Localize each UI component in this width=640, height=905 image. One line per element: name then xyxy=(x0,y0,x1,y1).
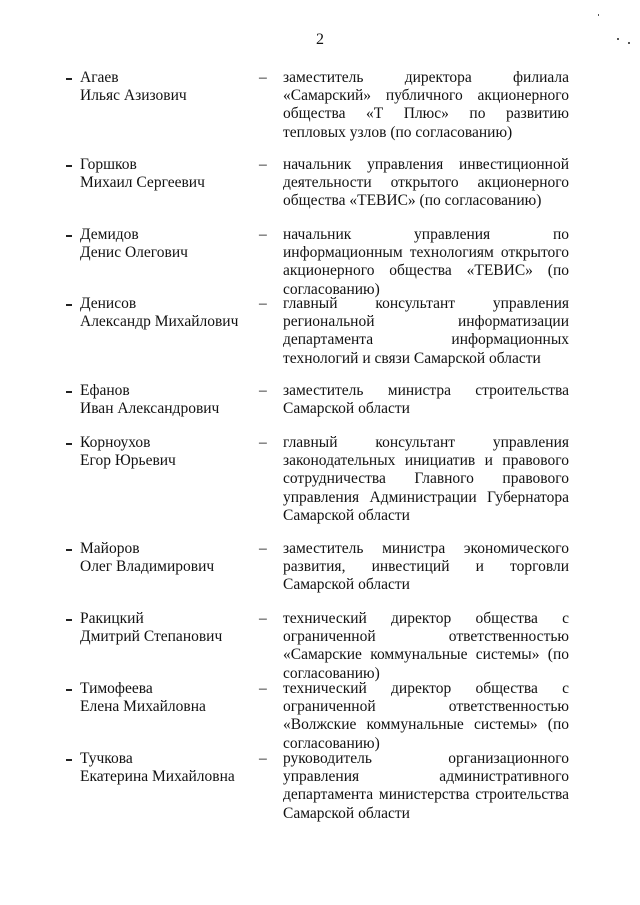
member-name xyxy=(80,226,255,262)
member-given-names: Иван Александрович xyxy=(80,400,220,417)
member-given-names: Дмитрий Степанович xyxy=(80,628,223,645)
member-position: заместитель директора филиала «Самарский» публичного акционерного общества «Т Плюс» по развитию тепловых узлов (по согласованию) xyxy=(283,69,569,141)
scan-mark xyxy=(66,689,72,691)
entry-dash: – xyxy=(259,295,267,312)
scan-mark xyxy=(66,443,72,445)
scan-mark xyxy=(66,165,72,167)
member-position: главный консультант управления региональной информатизации департамента информационных технологий и связи Самарской области xyxy=(283,295,569,367)
scan-mark xyxy=(66,619,72,621)
member-name xyxy=(80,750,255,786)
scan-mark xyxy=(66,78,72,80)
member-name xyxy=(80,156,255,192)
member-position: заместитель министра строительства Самарской области xyxy=(283,382,569,418)
entry-dash: – xyxy=(259,540,267,557)
member-surname: Корноухов xyxy=(80,434,151,451)
member-surname: Демидов xyxy=(80,226,139,243)
member-name xyxy=(80,69,255,105)
scan-speck xyxy=(628,42,630,44)
member-position: начальник управления инвестиционной деятельности открытого акционерного общества «ТЕВИС» (по согласованию) xyxy=(283,156,569,210)
member-surname: Денисов xyxy=(80,295,137,312)
member-surname: Ракицкий xyxy=(80,610,144,627)
member-name xyxy=(80,434,255,470)
entry-dash: – xyxy=(259,750,267,767)
member-surname: Ефанов xyxy=(80,382,130,399)
member-given-names: Егор Юрьевич xyxy=(80,452,176,469)
scan-mark xyxy=(66,549,72,551)
member-given-names: Михаил Сергеевич xyxy=(80,174,205,191)
entry-dash: – xyxy=(259,156,267,173)
scan-mark xyxy=(66,304,72,306)
member-position: руководитель организационного управления административного департамента министерства строительства Самарской области xyxy=(283,750,569,822)
scan-speck xyxy=(617,38,619,40)
member-given-names: Елена Михайловна xyxy=(80,698,206,715)
member-surname: Тучкова xyxy=(80,750,133,767)
member-given-names: Александр Михайлович xyxy=(80,313,239,330)
entry-dash: – xyxy=(259,226,267,243)
member-name xyxy=(80,295,255,331)
member-given-names: Олег Владимирович xyxy=(80,558,215,575)
scan-mark xyxy=(66,235,72,237)
member-name xyxy=(80,382,255,418)
member-position: главный консультант управления законодательных инициатив и правового сотрудничества Главного правового управления Администрации Губернатора Самарской области xyxy=(283,434,569,524)
member-given-names: Ильяс Азизович xyxy=(80,87,187,104)
entry-dash: – xyxy=(259,680,267,697)
member-name xyxy=(80,610,255,646)
member-given-names: Екатерина Михайловна xyxy=(80,768,235,785)
entry-dash: – xyxy=(259,434,267,451)
member-surname: Майоров xyxy=(80,540,140,557)
member-position: начальник управления по информационным технологиям открытого акционерного общества «ТЕВИС» (по согласованию) xyxy=(283,226,569,298)
member-position: технический директор общества с ограниченной ответственностью «Самарские коммунальные системы» (по согласованию) xyxy=(283,610,569,682)
scan-mark xyxy=(66,391,72,393)
entry-dash: – xyxy=(259,382,267,399)
entry-dash: – xyxy=(259,69,267,86)
member-name xyxy=(80,540,255,576)
member-name xyxy=(80,680,255,716)
member-surname: Агаев xyxy=(80,69,119,86)
member-given-names: Денис Олегович xyxy=(80,244,188,261)
member-surname: Горшков xyxy=(80,156,137,173)
entry-dash: – xyxy=(259,610,267,627)
scan-speck xyxy=(598,14,599,16)
page-number: 2 xyxy=(316,31,324,48)
scan-mark xyxy=(66,759,72,761)
member-position: технический директор общества с ограниченной ответственностью «Волжские коммунальные системы» (по согласованию) xyxy=(283,680,569,752)
member-surname: Тимофеева xyxy=(80,680,153,697)
member-position: заместитель министра экономического развития, инвестиций и торговли Самарской области xyxy=(283,540,569,594)
